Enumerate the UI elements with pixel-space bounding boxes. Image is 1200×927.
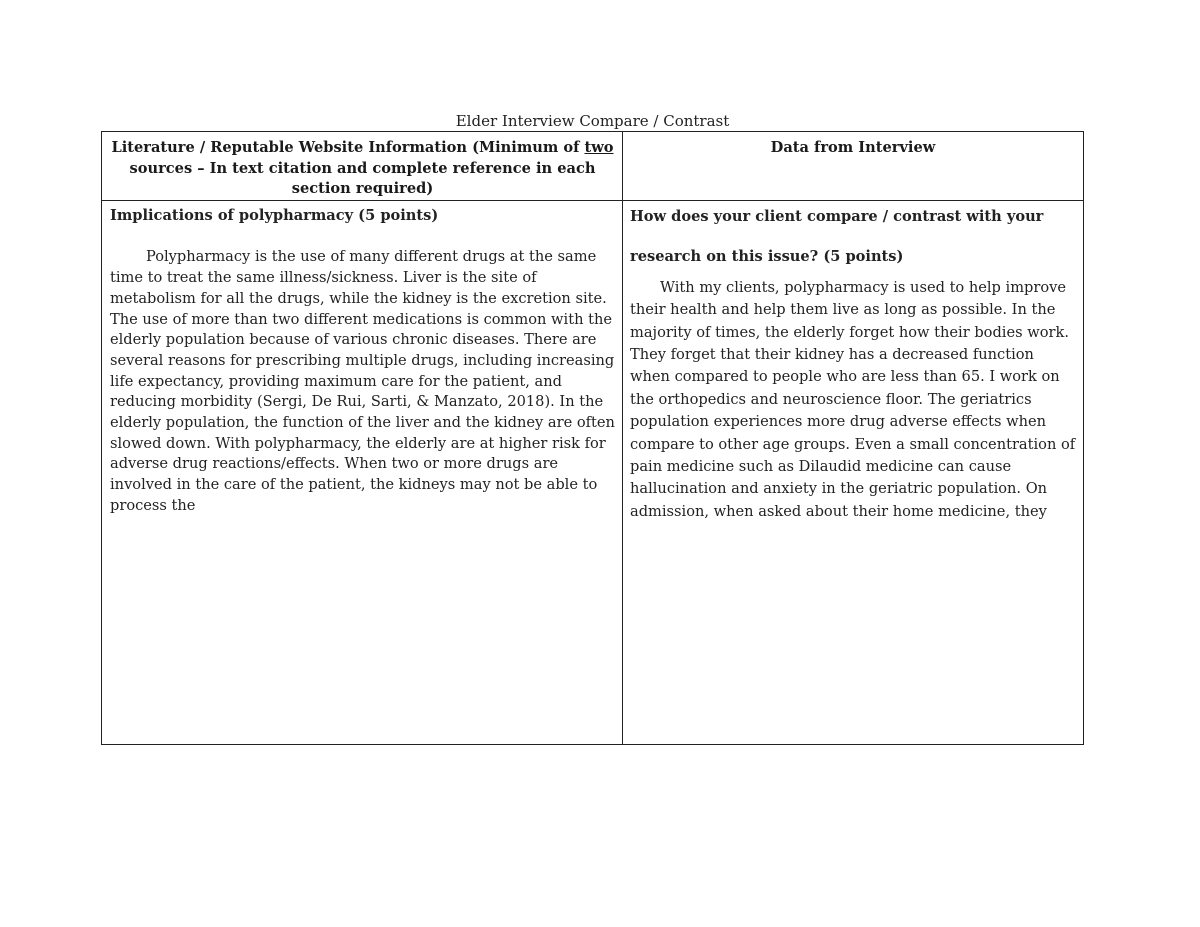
header-literature-text-2: sources – In text citation and complete reference in each section required) <box>129 159 596 197</box>
literature-section-heading: Implications of polypharmacy (5 points) <box>110 207 439 224</box>
header-literature <box>110 138 615 200</box>
header-literature-underlined: two <box>584 139 614 156</box>
interview-cell <box>630 206 1078 523</box>
header-divider <box>102 200 1083 201</box>
header-literature-text-1: Literature / Reputable Website Information (Minimum of <box>111 139 585 156</box>
literature-cell <box>110 206 615 517</box>
interview-question-line-1: How does your client compare / contrast with your <box>630 208 1044 225</box>
literature-paragraph: Polypharmacy is the use of many different drugs at the same time to treat the same illness/sickness. Liver is the site of metabolism for all the drugs, while the kidney is the excretion site. The use of more than two different medications is common with the elderly population because of various chronic diseases. There are several reasons for prescribing multiple drugs, including increasing life expectancy, providing maximum care for the patient, and reducing morbidity (Sergi, De Rui, Sarti, & Manzato, 2018). In the elderly population, the function of the liver and the kidney are often slowed down. With polypharmacy, the elderly are at higher risk for adverse drug reactions/effects. When two or more drugs are involved in the care of the patient, the kidneys may not be able to process the <box>110 248 615 514</box>
interview-question-line-2: research on this issue? (5 points) <box>630 248 904 266</box>
header-interview-data: Data from Interview <box>770 139 936 156</box>
column-divider <box>622 132 623 744</box>
document-title: Elder Interview Compare / Contrast <box>455 112 730 130</box>
interview-paragraph: With my clients, polypharmacy is used to help improve their health and help them live as long as possible. In the majority of times, the elderly forget how their bodies work. They forget that their kidney has a decreased function when compared to people who are less than 65. I work on the orthopedics and neuroscience floor. The geriatrics population experiences more drug adverse effects when compare to other age groups. Even a small concentration of pain medicine such as Dilaudid medicine can cause hallucination and anxiety in the geriatric population. On admission, when asked about their home medicine, they <box>630 278 1076 520</box>
compare-contrast-table <box>101 131 1084 745</box>
